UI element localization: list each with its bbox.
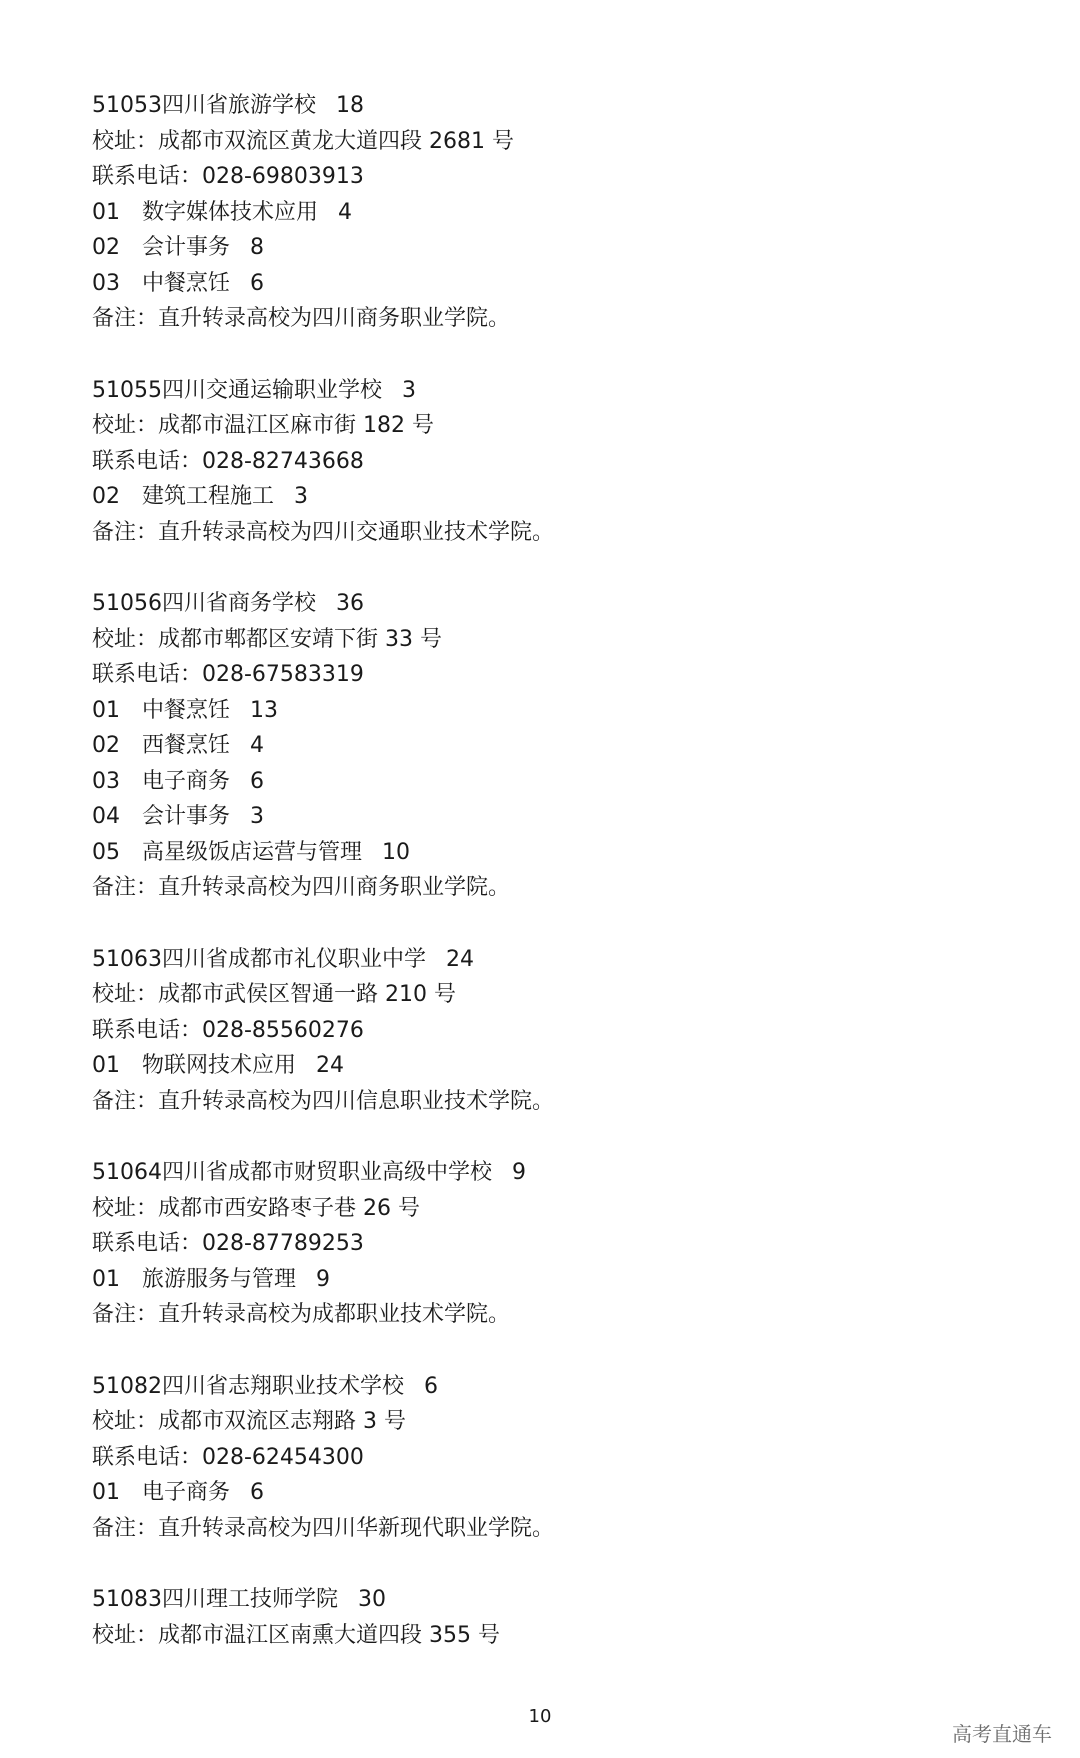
school-header bbox=[92, 1369, 1042, 1405]
school-name: 四川理工技师学院 bbox=[162, 1587, 339, 1612]
school-entry bbox=[92, 1155, 1042, 1333]
school-address: 校址：成都市双流区志翔路 3 号 bbox=[92, 1409, 406, 1434]
major-code: 04 bbox=[92, 804, 120, 829]
major-count: 8 bbox=[250, 235, 265, 260]
major-count: 6 bbox=[250, 1480, 265, 1505]
major-code: 02 bbox=[92, 484, 120, 509]
school-entry bbox=[92, 88, 1042, 337]
school-note: 备注：直升转录高校为成都职业技术学院。 bbox=[92, 1302, 511, 1327]
major-item bbox=[92, 1475, 1042, 1511]
major-item bbox=[92, 1262, 1042, 1298]
school-entry bbox=[92, 373, 1042, 551]
major-code: 01 bbox=[92, 697, 120, 723]
page-number: 10 bbox=[528, 1706, 552, 1727]
major-code: 01 bbox=[92, 1480, 120, 1505]
major-name: 物联网技术应用 bbox=[142, 1053, 297, 1078]
school-address: 校址：成都市西安路枣子巷 26 号 bbox=[92, 1195, 420, 1221]
major-code: 02 bbox=[92, 235, 120, 260]
major-item bbox=[92, 728, 1042, 764]
school-count: 30 bbox=[358, 1587, 387, 1612]
school-count: 18 bbox=[336, 93, 365, 118]
school-phone: 联系电话：028-87789253 bbox=[92, 1231, 364, 1256]
school-code: 51053 bbox=[92, 93, 162, 118]
major-code: 01 bbox=[92, 1053, 120, 1078]
major-item bbox=[92, 764, 1042, 800]
major-item bbox=[92, 1048, 1042, 1084]
school-note: 备注：直升转录高校为四川信息职业技术学院。 bbox=[92, 1088, 555, 1114]
school-phone: 联系电话：028-69803913 bbox=[92, 164, 364, 189]
major-item bbox=[92, 195, 1042, 231]
school-header bbox=[92, 88, 1042, 124]
major-name: 西餐烹饪 bbox=[142, 733, 231, 758]
school-phone: 联系电话：028-85560276 bbox=[92, 1017, 364, 1043]
major-count: 24 bbox=[316, 1053, 345, 1078]
school-count: 9 bbox=[512, 1160, 527, 1185]
school-note: 备注：直升转录高校为四川商务职业学院。 bbox=[92, 875, 511, 900]
major-name: 会计事务 bbox=[142, 235, 231, 260]
school-note: 备注：直升转录高校为四川交通职业技术学院。 bbox=[92, 519, 555, 545]
school-entry bbox=[92, 1582, 1042, 1653]
school-address: 校址：成都市双流区黄龙大道四段 2681 号 bbox=[92, 128, 514, 154]
major-count: 6 bbox=[250, 768, 265, 794]
school-address: 校址：成都市武侯区智通一路 210 号 bbox=[92, 982, 456, 1007]
major-name: 会计事务 bbox=[142, 804, 231, 829]
school-note: 备注：直升转录高校为四川华新现代职业学院。 bbox=[92, 1515, 555, 1541]
school-name: 四川省旅游学校 bbox=[162, 93, 317, 118]
major-name: 数字媒体技术应用 bbox=[142, 199, 319, 225]
school-count: 3 bbox=[402, 377, 417, 403]
major-name: 旅游服务与管理 bbox=[142, 1266, 297, 1292]
major-item bbox=[92, 835, 1042, 871]
school-phone: 联系电话：028-62454300 bbox=[92, 1444, 364, 1470]
major-name: 电子商务 bbox=[142, 768, 231, 794]
school-count: 24 bbox=[446, 946, 475, 972]
school-code: 51064 bbox=[92, 1160, 162, 1185]
major-item bbox=[92, 266, 1042, 302]
school-header bbox=[92, 942, 1042, 978]
major-code: 03 bbox=[92, 270, 120, 296]
major-name: 中餐烹饪 bbox=[142, 270, 231, 296]
school-header bbox=[92, 1582, 1042, 1618]
major-count: 4 bbox=[250, 733, 265, 758]
major-code: 01 bbox=[92, 199, 120, 225]
school-phone: 联系电话：028-67583319 bbox=[92, 662, 364, 687]
school-header bbox=[92, 586, 1042, 622]
major-name: 中餐烹饪 bbox=[142, 697, 231, 723]
school-name: 四川省商务学校 bbox=[162, 591, 317, 616]
major-item bbox=[92, 479, 1042, 515]
school-note: 备注：直升转录高校为四川商务职业学院。 bbox=[92, 306, 511, 331]
major-code: 02 bbox=[92, 733, 120, 758]
school-address: 校址：成都市温江区南熏大道四段 355 号 bbox=[92, 1622, 500, 1648]
school-name: 四川省志翔职业技术学校 bbox=[162, 1373, 405, 1399]
major-count: 3 bbox=[294, 484, 309, 509]
major-count: 6 bbox=[250, 270, 265, 296]
school-address: 校址：成都市温江区麻市街 182 号 bbox=[92, 413, 434, 438]
school-code: 51056 bbox=[92, 591, 162, 616]
school-code: 51083 bbox=[92, 1587, 162, 1612]
school-code: 51063 bbox=[92, 946, 162, 972]
school-name: 四川交通运输职业学校 bbox=[162, 377, 383, 403]
school-name: 四川省成都市财贸职业高级中学校 bbox=[162, 1160, 493, 1185]
school-entry bbox=[92, 942, 1042, 1120]
school-name: 四川省成都市礼仪职业中学 bbox=[162, 946, 427, 972]
school-address: 校址：成都市郫都区安靖下街 33 号 bbox=[92, 626, 442, 652]
school-header bbox=[92, 373, 1042, 409]
major-count: 9 bbox=[316, 1266, 331, 1292]
major-code: 01 bbox=[92, 1266, 120, 1292]
major-count: 10 bbox=[382, 839, 411, 865]
school-phone: 联系电话：028-82743668 bbox=[92, 448, 364, 474]
major-name: 电子商务 bbox=[142, 1480, 231, 1505]
major-item bbox=[92, 230, 1042, 266]
watermark: 高考直通车 bbox=[952, 1722, 1052, 1746]
school-entry bbox=[92, 1369, 1042, 1547]
major-count: 4 bbox=[338, 199, 353, 225]
major-item bbox=[92, 693, 1042, 729]
major-item bbox=[92, 799, 1042, 835]
major-count: 3 bbox=[250, 804, 265, 829]
document-body bbox=[92, 88, 1042, 1689]
major-count: 13 bbox=[250, 697, 279, 723]
school-entry bbox=[92, 586, 1042, 906]
major-code: 03 bbox=[92, 768, 120, 794]
school-header bbox=[92, 1155, 1042, 1191]
major-name: 高星级饭店运营与管理 bbox=[142, 839, 363, 865]
school-code: 51082 bbox=[92, 1373, 162, 1399]
school-count: 36 bbox=[336, 591, 365, 616]
major-name: 建筑工程施工 bbox=[142, 484, 275, 509]
school-count: 6 bbox=[424, 1373, 439, 1399]
major-code: 05 bbox=[92, 839, 120, 865]
school-code: 51055 bbox=[92, 377, 162, 403]
